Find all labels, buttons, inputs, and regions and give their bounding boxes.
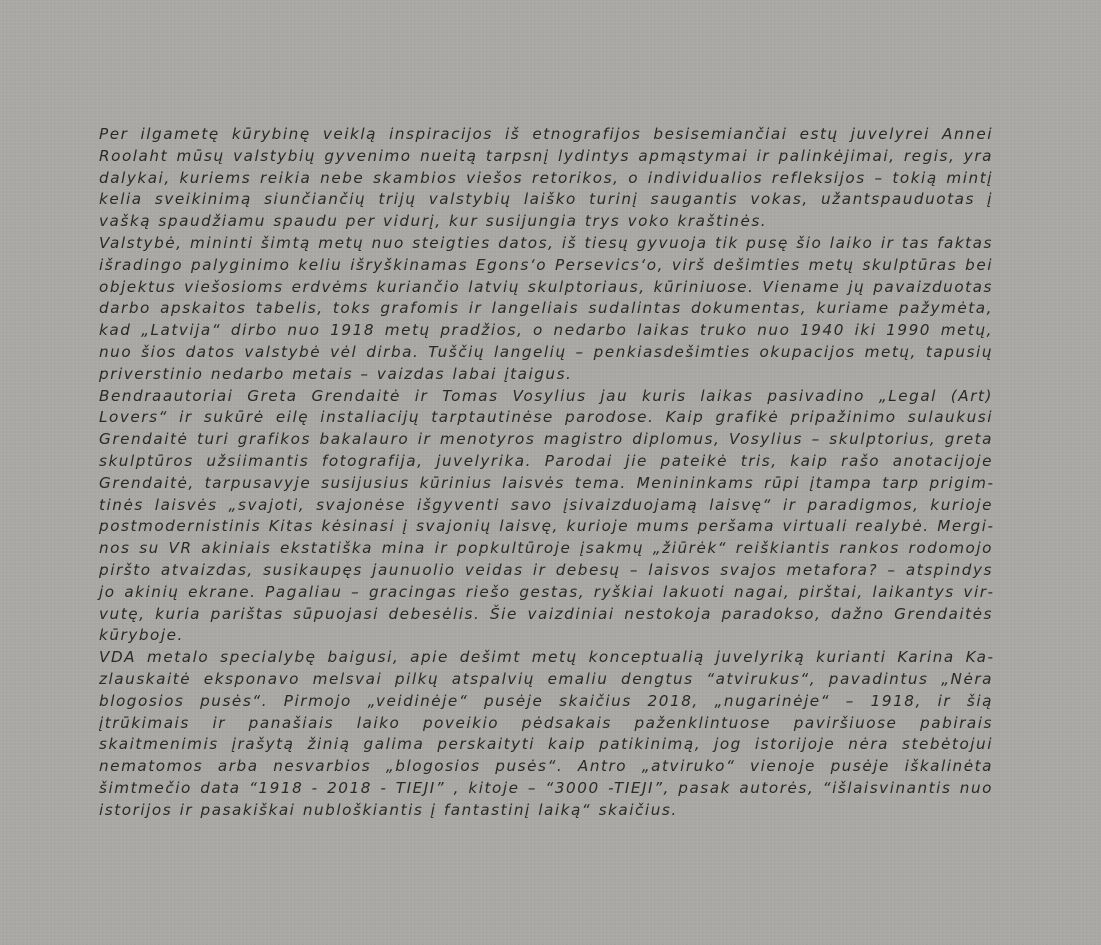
paragraph-grendaite-vosylius: Bendraautoriai Greta Grendaitė ir Tomas Vosylius jau kuris laikas pasivadino „Legal (Art) Lovers“ ir sukūrė eilę instaliacijų tarptautinėse parodose. Kaip grafikė pripažinimo sulaukusi Grendaitė turi grafikos bakalauro ir menotyros magistro diplomus, Vosylius – skulptorius, greta skulptūros užsiimantis fotografija, juvelyrika. Parodai jie pateikė tris, kaip rašo anotacijoje Grendaitė, tarpusavyje susijusius kūrinius laisvės tema. Menininkams rūpi įtampa tarp prigimtinės laisvės „svajoti, svajonėse išgyventi savo įsivaizduojamą laisvę“ ir paradigmos, kurioje postmodernistinis Kitas kėsinasi į svajonių laisvę, kurioje mums peršama virtuali realybė. Merginos su VR akiniais ekstatiška mina ir popkultūroje įsakmų „žiūrėk“ reiškiantis rankos rodomojo piršto atvaizdas, susikaupęs jaunuolio veidas ir debesų – laisvos svajos metafora? – atspindys jo akinių ekrane. Pagaliau – gracingas riešo gestas, ryškiai lakuoti nagai, pirštai, laikantys virvutę, kuria parištas sūpuojasi debesėlis. Šie vaizdiniai nestokoja paradokso, dažno Grendaitės kūryboje. — [99, 386, 993, 645]
paragraph-karina-kazlauskaite: VDA metalo specialybę baigusi, apie dešimt metų konceptualią juvelyriką kurianti Karina Kazlauskaitė eksponavo melsvai pilkų atspalvių emaliu dengtus “atvirukus“, pavadintus „Nėra blogosios pusės“. Pirmojo „veidinėje“ pusėje skaičius 2018, „nugarinėje“ – 1918, ir šią įtrūkimais ir panašiais laiko poveikio pėdsakais paženklintuose paviršiuose pabirais skaitmenimis įrašytą žinią galima perskaityti kaip patikinimą, jog istorijoje nėra stebėtojui nematomos arba nesvarbios „blogosios pusės“. Antro „atviruko“ vienoje pusėje iškalinėta šimtmečio data “1918 - 2018 - TIEJI” , kitoje – “3000 -TIEJI”, pasak autorės, “išlaisvinantis nuo istorijos ir pasakiškai nubloškiantis į fantastinį laiką“ skaičius. — [99, 648, 993, 819]
paragraph-annei-roolaht: Per ilgametę kūrybinę veiklą inspiracijos iš etnografijos besisemiančiai estų juvelyrei Annei Roolaht mūsų valstybių gyvenimo nueitą tarpsnį lydintys apmąstymai ir palinkėjimai, regis, yra dalykai, kuriems reikia nebe skambios viešos retorikos, o individualios refleksijos – tokią mintį kelia sveikinimą siunčiančių trijų valstybių laiško turinį saugantis vokas, užantspauduotas į vašką spaudžiamu spaudu per vidurį, kur susijungia trys voko kraštinės. — [99, 125, 993, 231]
article-text — [99, 124, 993, 822]
paragraph-egons-persevics: Valstybė, mininti šimtą metų nuo steigties datos, iš tiesų gyvuoja tik pusę šio laiko ir tas faktas išradingo palyginimo keliu išryškinamas Egons‘o Persevics‘o, virš dešimties metų skulptūras bei objektus viešosioms erdvėms kuriančio latvių skulptoriaus, kūriniuose. Viename jų pavaizduotas darbo apskaitos tabelis, toks grafomis ir langeliais sudalintas dokumentas, kuriame pažymėta, kad „Latvija“ dirbo nuo 1918 metų pradžios, o nedarbo laikas truko nuo 1940 iki 1990 metų, nuo šios datos valstybė vėl dirba. Tuščių langelių – penkiasdešimties okupacijos metų, tapusių priverstinio nedarbo metais – vaizdas labai įtaigus. — [99, 233, 993, 383]
